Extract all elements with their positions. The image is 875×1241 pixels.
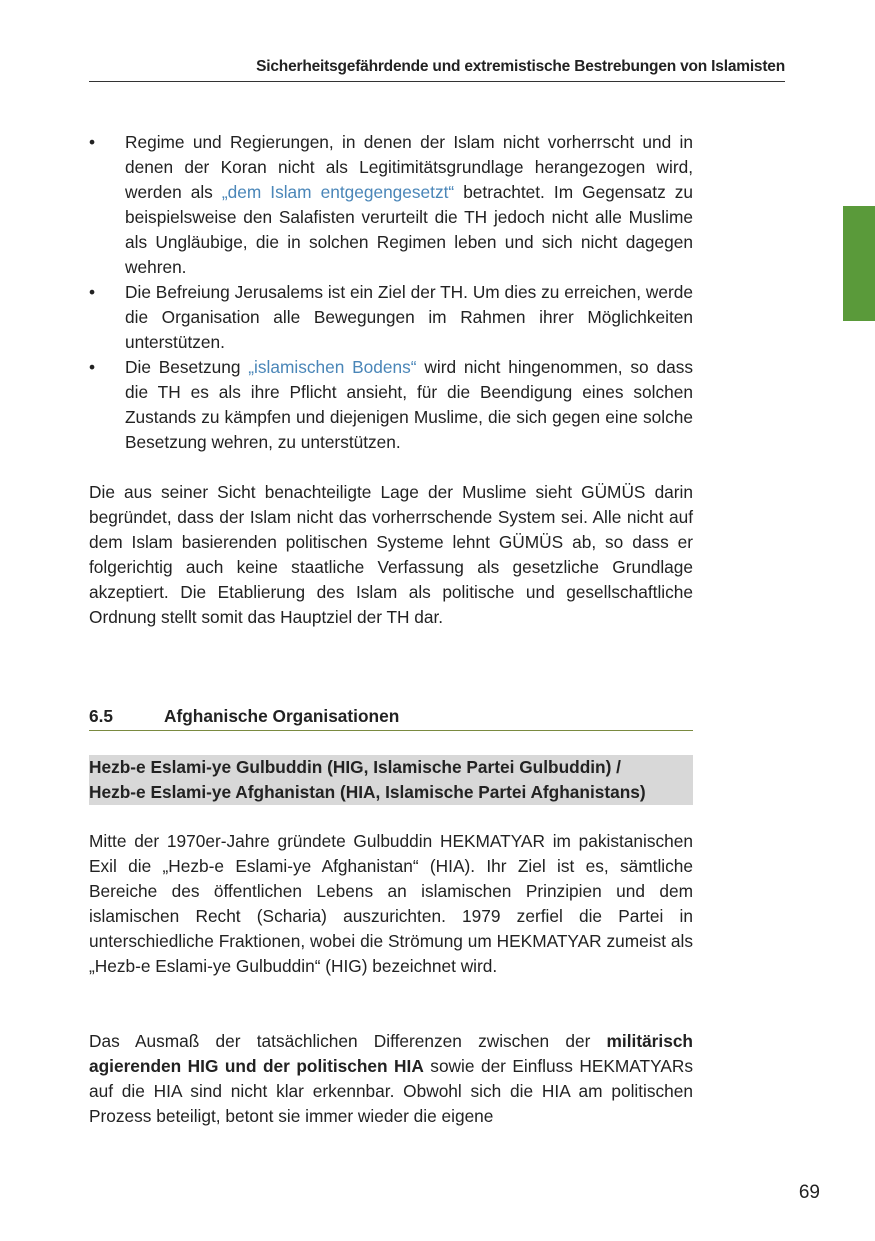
chapter-tab-marker (843, 206, 875, 321)
bullet-icon: • (89, 357, 96, 377)
bullet-text: betrachtet. Im Gegensatz zu beispielsweise den Salafisten verurteilt die TH jedoch nicht alle Muslime als Ungläubige, die in solchen Regimen leben und sich nicht dagegen wehren. (125, 182, 694, 277)
list-item (89, 355, 693, 455)
subheading-line: Hezb-e Eslami-ye Gulbuddin (HIG, Islamische Partei Gulbuddin) / (89, 757, 621, 777)
running-header: Sicherheitsgefährdende und extremistische Bestrebungen von Islamisten (256, 58, 785, 75)
subheading-line: Hezb-e Eslami-ye Afghanistan (HIA, Islamische Partei Afghanistans) (89, 782, 646, 802)
section-heading (89, 706, 693, 731)
quoted-term: „dem Islam entgegengesetzt“ (221, 182, 455, 202)
bullet-text: Die Besetzung (125, 357, 249, 377)
body-block (89, 829, 693, 979)
section-title: Afghanische Organisationen (164, 706, 400, 726)
section-number: 6.5 (89, 706, 114, 726)
quoted-term: „islamischen Bodens“ (248, 357, 417, 377)
main-content (89, 130, 693, 630)
body-block (89, 1029, 693, 1129)
paragraph: Die aus seiner Sicht benachteiligte Lage der Muslime sieht GÜMÜS darin begründet, dass der Islam nicht das vorherrschende System sei. Alle nicht auf dem Islam basierenden politischen Systeme lehnt GÜMÜS ab, so dass er folgerichtig auch keine staatliche Verfassung als gesetzliche Grundlage akzeptiert. Die Etablierung des Islam als politische und gesellschaftliche Ordnung stellt somit das Hauptziel der TH dar. (89, 482, 693, 627)
bullet-icon: • (89, 282, 96, 302)
header-rule (89, 81, 785, 82)
list-item (89, 280, 693, 355)
bullet-text: Die Befreiung Jerusalems ist ein Ziel der TH. Um dies zu erreichen, werde die Organisation alle Bewegungen im Rahmen ihrer Möglichkeiten unterstützen. (125, 282, 693, 352)
paragraph-text: sowie der Einfluss HEKMATYARs auf die HIA sind nicht klar erkennbar. Obwohl sich die HIA am politischen Prozess beteiligt, betont sie immer wieder die eigene (89, 1056, 694, 1126)
bullet-list (89, 130, 693, 455)
paragraph (89, 1029, 693, 1129)
paragraph-text: Das Ausmaß der tatsächlichen Differenzen zwischen der (89, 1031, 607, 1051)
subheading-box (89, 755, 693, 805)
bullet-text: Regime und Regierungen, in denen der Islam nicht vorherrscht und in denen der Koran nicht als Legitimitätsgrundlage herangezogen wird, werden als (125, 132, 693, 202)
bold-text: militärisch agierenden HIG und der politischen HIA (89, 1031, 693, 1076)
list-item (89, 130, 693, 280)
page-number: 69 (798, 1182, 820, 1203)
bullet-text: wird nicht hingenommen, so dass die TH es als ihre Pflicht ansieht, für die Beendigung eines solchen Zustands zu kämpfen und diejenigen Muslime, die sich gegen eine solche Besetzung wehren, zu unterstützen. (125, 357, 693, 452)
bullet-icon: • (89, 132, 96, 152)
paragraph: Mitte der 1970er-Jahre gründete Gulbuddin HEKMATYAR im pakistanischen Exil die „Hezb-e Eslami-ye Afghanistan“ (HIA). Ihr Ziel ist es, sämtliche Bereiche des öffentlichen Lebens an islamischen Prinzipien und dem islamischen Recht (Scharia) auszurichten. 1979 zerfiel die Partei in unterschiedliche Fraktionen, wobei die Strömung um HEKMATYAR zumeist als „Hezb-e Eslami-ye Gulbuddin“ (HIG) bezeichnet wird. (89, 831, 693, 976)
